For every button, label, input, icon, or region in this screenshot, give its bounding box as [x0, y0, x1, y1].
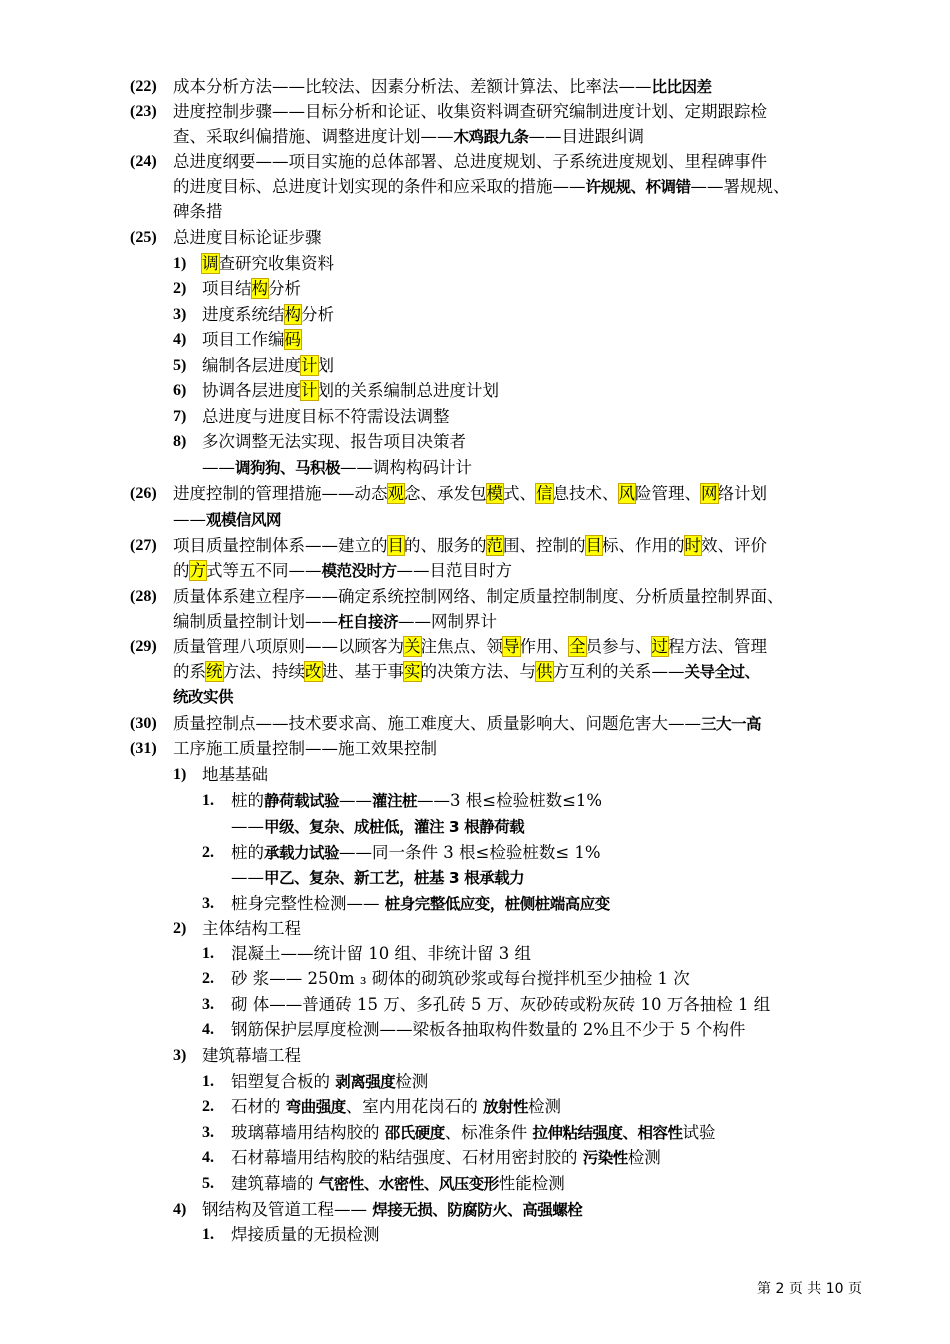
mnemonic-text: 焊接无损、防腐防火、高强螺栓: [372, 1201, 583, 1219]
mnemonic-text: 桩身完整低应变，桩侧桩端高应变: [384, 895, 610, 913]
text-line: [173, 201, 223, 223]
line-text: 分析: [301, 305, 334, 324]
line-text: 性能检测: [498, 1174, 565, 1193]
item-number: (27): [130, 537, 157, 554]
line-text: 的: [173, 561, 190, 580]
text-line: [202, 918, 301, 940]
line-text: 地基基础: [202, 765, 268, 784]
mnemonic-text: 许规规、杯调错: [585, 178, 691, 196]
line-text: 查、采取纠偏措施、调整进度计划——: [173, 127, 454, 146]
highlighted-char: 构: [251, 279, 268, 298]
line-text: ——3 根≤检验桩数≤1%: [417, 791, 603, 810]
line-text: 的进度目标、总进度计划实现的条件和应采取的措施——: [173, 177, 586, 196]
line-text: 编制各层进度: [202, 356, 301, 375]
line-text: 建筑幕墙工程: [202, 1046, 301, 1065]
item-number: 1.: [202, 945, 214, 962]
highlighted-char: 方: [189, 561, 206, 580]
line-text: ——同一条件 3 根≤检验桩数≤ 1%: [339, 843, 601, 862]
item-number: (28): [130, 588, 157, 605]
mnemonic-text: 比比因差: [651, 78, 712, 96]
highlighted-char: 风: [618, 484, 635, 503]
item-number: 4.: [202, 1021, 214, 1038]
item-number: 4): [173, 331, 187, 348]
mnemonic-text: 调狗狗、马积极: [235, 459, 341, 477]
highlighted-char: 供: [536, 662, 553, 681]
line-text: 钢结构及管道工程——: [202, 1200, 373, 1219]
line-text: 息技术、: [552, 484, 619, 503]
text-line: [231, 994, 770, 1016]
item-number: 2.: [202, 844, 214, 861]
highlighted-char: 目: [387, 536, 404, 555]
text-line: [202, 764, 268, 786]
highlighted-char: 关: [404, 637, 421, 656]
highlighted-char: 调: [202, 254, 219, 273]
line-text: 项目工作编: [202, 330, 285, 349]
mnemonic-text: 承载力试验: [264, 844, 340, 862]
line-text: ——: [202, 458, 235, 477]
line-text: 的决策方法、与: [420, 662, 536, 681]
item-number: 1.: [202, 792, 214, 809]
line-text: 混凝土——统计留 10 组、非统计留 3 组: [231, 944, 531, 963]
line-text: 方法、持续: [222, 662, 305, 681]
text-line: [231, 968, 690, 990]
line-text: 、标准条件: [444, 1123, 533, 1142]
text-line: [173, 535, 767, 557]
line-text: ——目进跟纠调: [528, 127, 645, 146]
line-text: 的系: [173, 662, 206, 681]
highlighted-char: 时: [684, 536, 701, 555]
text-line: [173, 176, 790, 198]
item-number: (31): [130, 740, 157, 757]
line-text: 、室内用花岗石的: [345, 1097, 484, 1116]
mnemonic-text: 观模信风网: [206, 511, 282, 529]
mnemonic-text: 模范没时方: [321, 562, 397, 580]
highlighted-char: 码: [284, 330, 301, 349]
text-line: [202, 253, 334, 275]
item-number: 5.: [202, 1175, 214, 1192]
line-text: ——: [231, 817, 264, 836]
highlighted-char: 全: [569, 637, 586, 656]
highlighted-char: 计: [301, 381, 318, 400]
item-number: (22): [130, 78, 157, 95]
line-text: ——调构构码计计: [340, 458, 473, 477]
mnemonic-text: 枉自接济: [338, 613, 399, 631]
item-number: (30): [130, 715, 157, 732]
line-text: 注焦点、领: [420, 637, 503, 656]
line-text: 总进度纲要——项目实施的总体部署、总进度规划、子系统进度规划、里程碑事件: [173, 152, 767, 171]
text-line: [202, 1045, 301, 1067]
line-text: 总进度目标论证步骤: [173, 228, 322, 247]
text-line: [173, 661, 760, 683]
line-text: 石材幕墙用结构胶的粘结强度、石材用密封胶的: [231, 1148, 583, 1167]
text-line: [231, 816, 524, 838]
line-text: ——: [339, 791, 373, 810]
line-text: 查研究收集资料: [218, 254, 334, 273]
mnemonic-text: 甲乙、复杂、新工艺，桩基 3 根承载力: [264, 869, 525, 887]
item-number: 2): [173, 280, 187, 297]
line-text: 式、: [503, 484, 536, 503]
line-text: 桩的: [231, 791, 264, 810]
item-number: 3.: [202, 895, 214, 912]
mnemonic-text: 关导全过、: [684, 663, 760, 681]
item-number: (24): [130, 153, 157, 170]
line-text: 检测: [627, 1148, 661, 1167]
highlighted-char: 观: [387, 484, 404, 503]
line-text: 总进度与进度目标不符需设法调整: [202, 407, 450, 426]
line-text: 分析: [268, 279, 301, 298]
text-line: [202, 278, 301, 300]
item-number: 7): [173, 408, 187, 425]
line-text: 险管理、: [635, 484, 701, 503]
item-number: 4): [173, 1201, 187, 1218]
item-number: 1.: [202, 1073, 214, 1090]
text-line: [173, 151, 767, 173]
mnemonic-text: 放射性: [483, 1098, 529, 1116]
item-number: (23): [130, 103, 157, 120]
highlighted-char: 改: [305, 662, 322, 681]
text-line: [231, 1122, 716, 1144]
item-number: 3.: [202, 996, 214, 1013]
text-line: [173, 713, 761, 735]
text-line: [231, 1147, 661, 1169]
text-line: [173, 686, 233, 708]
mnemonic-text: 剥离强度: [335, 1073, 396, 1091]
mnemonic-text: 甲级、复杂、成桩低，灌注 3 根静荷载: [264, 818, 525, 836]
line-text: 石材的: [231, 1097, 286, 1116]
text-line: [202, 304, 334, 326]
text-line: [173, 636, 767, 658]
highlighted-char: 构: [284, 305, 301, 324]
highlighted-char: 实: [404, 662, 421, 681]
line-text: 作用、: [519, 637, 569, 656]
line-text: 进、基于事: [321, 662, 404, 681]
item-number: 8): [173, 433, 187, 450]
line-text: 员参与、: [585, 637, 652, 656]
line-text: 程方法、管理: [668, 637, 767, 656]
line-text: 方互利的关系——: [552, 662, 685, 681]
text-line: [173, 738, 437, 760]
text-line: [202, 1199, 582, 1221]
line-text: 进度控制步骤——目标分析和论证、收集资料调查研究编制进度计划、定期跟踪检: [173, 102, 767, 121]
item-number: 5): [173, 357, 187, 374]
text-line: [173, 126, 644, 148]
text-line: [173, 509, 281, 531]
text-line: [173, 586, 784, 608]
mnemonic-text: 拉伸粘结强度、相容性: [532, 1124, 683, 1142]
line-text: 碑条措: [173, 202, 223, 221]
item-number: (25): [130, 229, 157, 246]
text-line: [202, 457, 472, 479]
line-text: 进度系统结: [202, 305, 285, 324]
item-number: 3.: [202, 1124, 214, 1141]
text-line: [173, 101, 767, 123]
mnemonic-text: 弯曲强度: [285, 1098, 346, 1116]
item-number: 3): [173, 306, 187, 323]
line-text: 进度控制的管理措施——动态: [173, 484, 388, 503]
line-text: 围、控制的: [503, 536, 586, 555]
line-text: 络计划: [717, 484, 767, 503]
line-text: 多次调整无法实现、报告项目决策者: [202, 432, 466, 451]
item-number: (26): [130, 485, 157, 502]
item-number: 1): [173, 255, 187, 272]
line-text: 焊接质量的无损检测: [231, 1225, 380, 1244]
line-text: 桩的: [231, 843, 264, 862]
text-line: [173, 483, 767, 505]
line-text: 质量控制点——技术要求高、施工难度大、质量影响大、问题危害大——: [173, 714, 701, 733]
item-number: 1.: [202, 1226, 214, 1243]
line-text: 砌 体——普通砖 15 万、多孔砖 5 万、灰砂砖或粉灰砖 10 万各抽检 1 组: [231, 995, 771, 1014]
line-text: 效、评价: [701, 536, 767, 555]
line-text: 钢筋保护层厚度检测——梁板各抽取构件数量的 2%且不少于 5 个构件: [231, 1020, 746, 1039]
text-line: [173, 227, 322, 249]
text-line: [231, 867, 524, 889]
text-line: [173, 611, 497, 633]
text-line: [231, 1224, 380, 1246]
highlighted-char: 过: [651, 637, 668, 656]
text-line: [231, 842, 601, 864]
item-number: 2): [173, 920, 187, 937]
highlighted-char: 计: [301, 356, 318, 375]
mnemonic-text: 邵氏硬度: [384, 1124, 445, 1142]
line-text: 划: [317, 356, 334, 375]
line-text: 主体结构工程: [202, 919, 301, 938]
line-text: 成本分析方法——比较法、因素分析法、差额计算法、比率法——: [173, 77, 652, 96]
highlighted-char: 导: [503, 637, 520, 656]
line-text: 念、承发包: [404, 484, 487, 503]
line-text: 的、服务的: [404, 536, 487, 555]
text-line: [173, 560, 512, 582]
line-text: 工序施工质量控制——施工效果控制: [173, 739, 437, 758]
text-line: [231, 1173, 565, 1195]
item-number: 1): [173, 766, 187, 783]
highlighted-char: 目: [585, 536, 602, 555]
line-text: 质量管理八项原则——以顾客为: [173, 637, 404, 656]
mnemonic-text: 静荷载试验: [264, 792, 340, 810]
page-footer: 第 2 页 共 10 页: [757, 1281, 862, 1297]
text-line: [202, 380, 499, 402]
text-line: [202, 431, 466, 453]
line-text: 检测: [395, 1072, 429, 1091]
text-line: [231, 943, 531, 965]
text-line: [231, 1071, 428, 1093]
highlighted-char: 统: [206, 662, 223, 681]
line-text: 划的关系编制总进度计划: [317, 381, 499, 400]
highlighted-char: 网: [701, 484, 718, 503]
line-text: 标、作用的: [602, 536, 685, 555]
text-line: [231, 1019, 745, 1041]
line-text: ——网制界计: [398, 612, 498, 631]
mnemonic-text: 统改实供: [173, 688, 234, 706]
item-number: 4.: [202, 1149, 214, 1166]
line-text: 建筑幕墙的: [231, 1174, 319, 1193]
line-text: 式等五不同——: [206, 561, 322, 580]
line-text: ——目范目时方: [396, 561, 513, 580]
highlighted-char: 信: [536, 484, 553, 503]
line-text: 项目结: [202, 279, 252, 298]
line-text: 项目质量控制体系——建立的: [173, 536, 388, 555]
mnemonic-text: 气密性、水密性、风压变形: [318, 1175, 499, 1193]
line-text: 砂 浆—— 250m ₃ 砌体的砌筑砂浆或每台搅拌机至少抽检 1 次: [231, 969, 690, 988]
item-number: 6): [173, 382, 187, 399]
text-line: [231, 1096, 561, 1118]
mnemonic-text: 三大一高: [701, 715, 762, 733]
line-text: 协调各层进度: [202, 381, 301, 400]
item-number: 2.: [202, 1098, 214, 1115]
line-text: 铝塑复合板的: [231, 1072, 336, 1091]
line-text: 试验: [682, 1123, 716, 1142]
line-text: ——: [231, 868, 264, 887]
text-line: [173, 76, 712, 98]
mnemonic-text: 木鸡跟九条: [453, 128, 529, 146]
text-line: [202, 355, 334, 377]
mnemonic-text: 灌注桩: [372, 792, 418, 810]
item-number: 3): [173, 1047, 187, 1064]
highlighted-char: 范: [486, 536, 503, 555]
line-text: 检测: [528, 1097, 562, 1116]
highlighted-char: 模: [486, 484, 503, 503]
line-text: 质量体系建立程序——确定系统控制网络、制定质量控制制度、分析质量控制界面、: [173, 587, 784, 606]
text-line: [231, 893, 610, 915]
item-number: (29): [130, 638, 157, 655]
line-text: 玻璃幕墙用结构胶的: [231, 1123, 385, 1142]
mnemonic-text: 污染性: [582, 1149, 628, 1167]
item-number: 2.: [202, 970, 214, 987]
line-text: 桩身完整性检测——: [231, 894, 385, 913]
text-line: [231, 790, 602, 812]
line-text: ——署规规、: [690, 177, 790, 196]
line-text: ——: [173, 510, 206, 529]
text-line: [202, 329, 301, 351]
text-line: [202, 406, 450, 428]
line-text: 编制质量控制计划——: [173, 612, 338, 631]
